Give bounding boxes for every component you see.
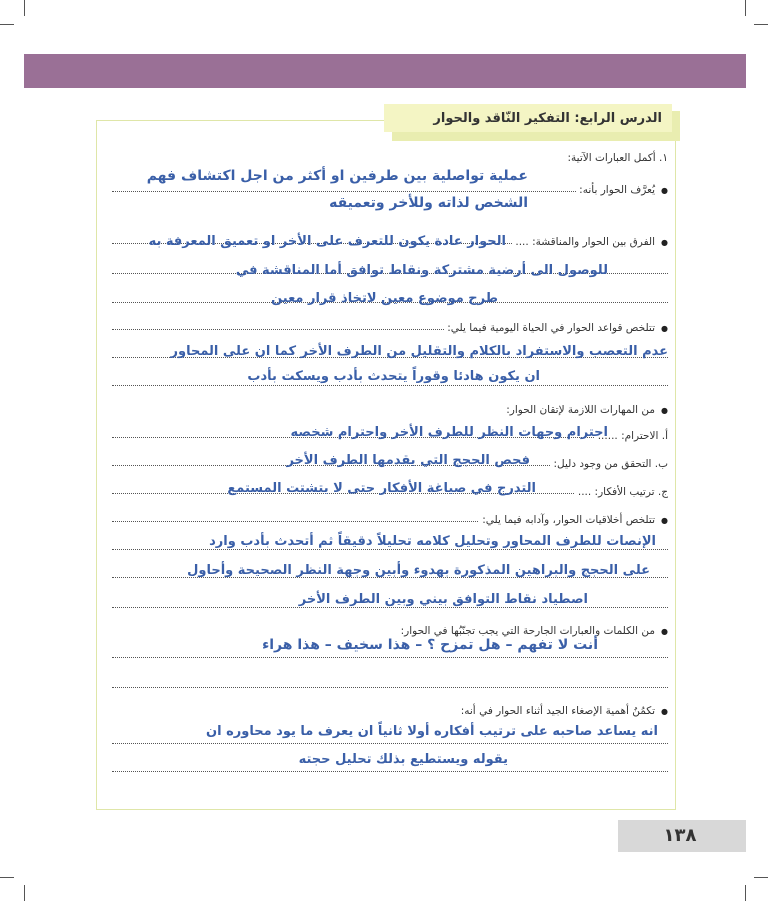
skills-row: [112, 402, 668, 420]
crop-mark: [0, 24, 14, 25]
skill-b-label: ب. التحقق من وجود دليل:: [550, 456, 668, 472]
rules-label: ● تتلخص قواعد الحوار في الحياة اليومية فيما يلي:: [444, 320, 668, 337]
instruction-row: [112, 150, 668, 168]
header-banner: [24, 54, 746, 88]
crop-mark: [745, 885, 746, 901]
answer-line: [112, 687, 668, 688]
lesson-title: الدرس الرابع: التفكير النّاقد والحوار: [384, 104, 672, 132]
crop-mark: [745, 0, 746, 16]
listening-label: ● تكمُنُ أهمية الإصغاء الجيد أثناء الحوار في أنه:: [458, 703, 668, 720]
crop-mark: [0, 877, 14, 878]
handwritten-answer: احترام وجهات النظر للطرف الأخر واحترام شخصه: [290, 425, 608, 440]
page-number: ١٣٨: [663, 825, 697, 846]
handwritten-answer: فحص الحجج التي يقدمها الطرف الأخر: [286, 453, 530, 468]
handwritten-answer: عدم التعصب والاستفراد بالكلام والتقليل من الطرف الأخر كما ان على المحاور: [170, 344, 668, 359]
listening-row: [112, 703, 668, 721]
skill-c-label: ج. ترتيب الأفكار: ....: [575, 484, 668, 500]
handwritten-answer: يقوله ويستطيع بذلك تحليل حجته: [298, 752, 508, 767]
crop-mark: [24, 885, 25, 901]
handwritten-answer: التدرج في صياغة الأفكار حتى لا يتشتت المستمع: [227, 481, 536, 496]
ethics-row: [112, 512, 668, 530]
crop-mark: [754, 877, 768, 878]
handwritten-answer: الشخص لذاته وللأخر وتعميقه: [329, 195, 528, 211]
definition-label: ● يُعرَّف الحوار بأنه:: [576, 182, 668, 199]
crop-mark: [754, 24, 768, 25]
handwritten-answer: الإنصات للطرف المحاور وتحليل كلامه تحليلاً دقيقاً ثم أتحدث بأدب وارد: [209, 534, 656, 549]
handwritten-answer: للوصول الى أرضية مشتركة ونقاط توافق أما المناقشة في: [235, 263, 608, 278]
handwritten-answer: ان يكون هادئا وقوراً يتحدث بأدب ويسكت بأدب: [247, 369, 540, 384]
handwritten-answer: انه يساعد صاحبه على ترتيب أفكاره أولا ثانياً ان يعرف ما يود محاوره ان: [206, 724, 658, 739]
handwritten-answer: على الحجج والبراهين المذكورة بهدوء وأبين وجهة النظر الصحيحة وأحاول: [187, 563, 650, 578]
handwritten-answer: أنت لا تفهم – هل تمزح ؟ – هذا سخيف – هذا هراء: [262, 637, 598, 653]
hurtful-words-label: ● من الكلمات والعبارات الجارحة التي يجب تجنّبُها في الحوار:: [398, 623, 668, 640]
handwritten-answer: اصطياد نقاط التوافق بيني وبين الطرف الأخر: [298, 592, 588, 607]
answer-line: [112, 657, 668, 658]
handwritten-answer: طرح موضوع معين لاتخاذ قرار معين: [271, 291, 498, 306]
answer-line: [112, 771, 668, 772]
answer-line: [112, 743, 668, 744]
rules-row: [112, 320, 668, 338]
instruction-text: ١. أكمل العبارات الآتية:: [564, 150, 668, 166]
ethics-label: ● تتلخص أخلاقيات الحوار، وآدابه فيما يلي:: [479, 512, 668, 529]
crop-mark: [24, 0, 25, 16]
handwritten-answer: عملية تواصلية بين طرفين او أكثر من اجل اكتشاف فهم: [146, 168, 528, 184]
skill-a-label: أ. الاحترام: ......: [595, 428, 668, 444]
handwritten-answer: الحوار عادة يكون للتعرف على الأخر او تعميق المعرفة به: [148, 234, 506, 249]
difference-label: ● الفرق بين الحوار والمناقشة: ....: [512, 234, 668, 251]
skills-label: ● من المهارات اللازمة لإتقان الحوار:: [503, 402, 668, 419]
answer-row: [112, 678, 668, 696]
